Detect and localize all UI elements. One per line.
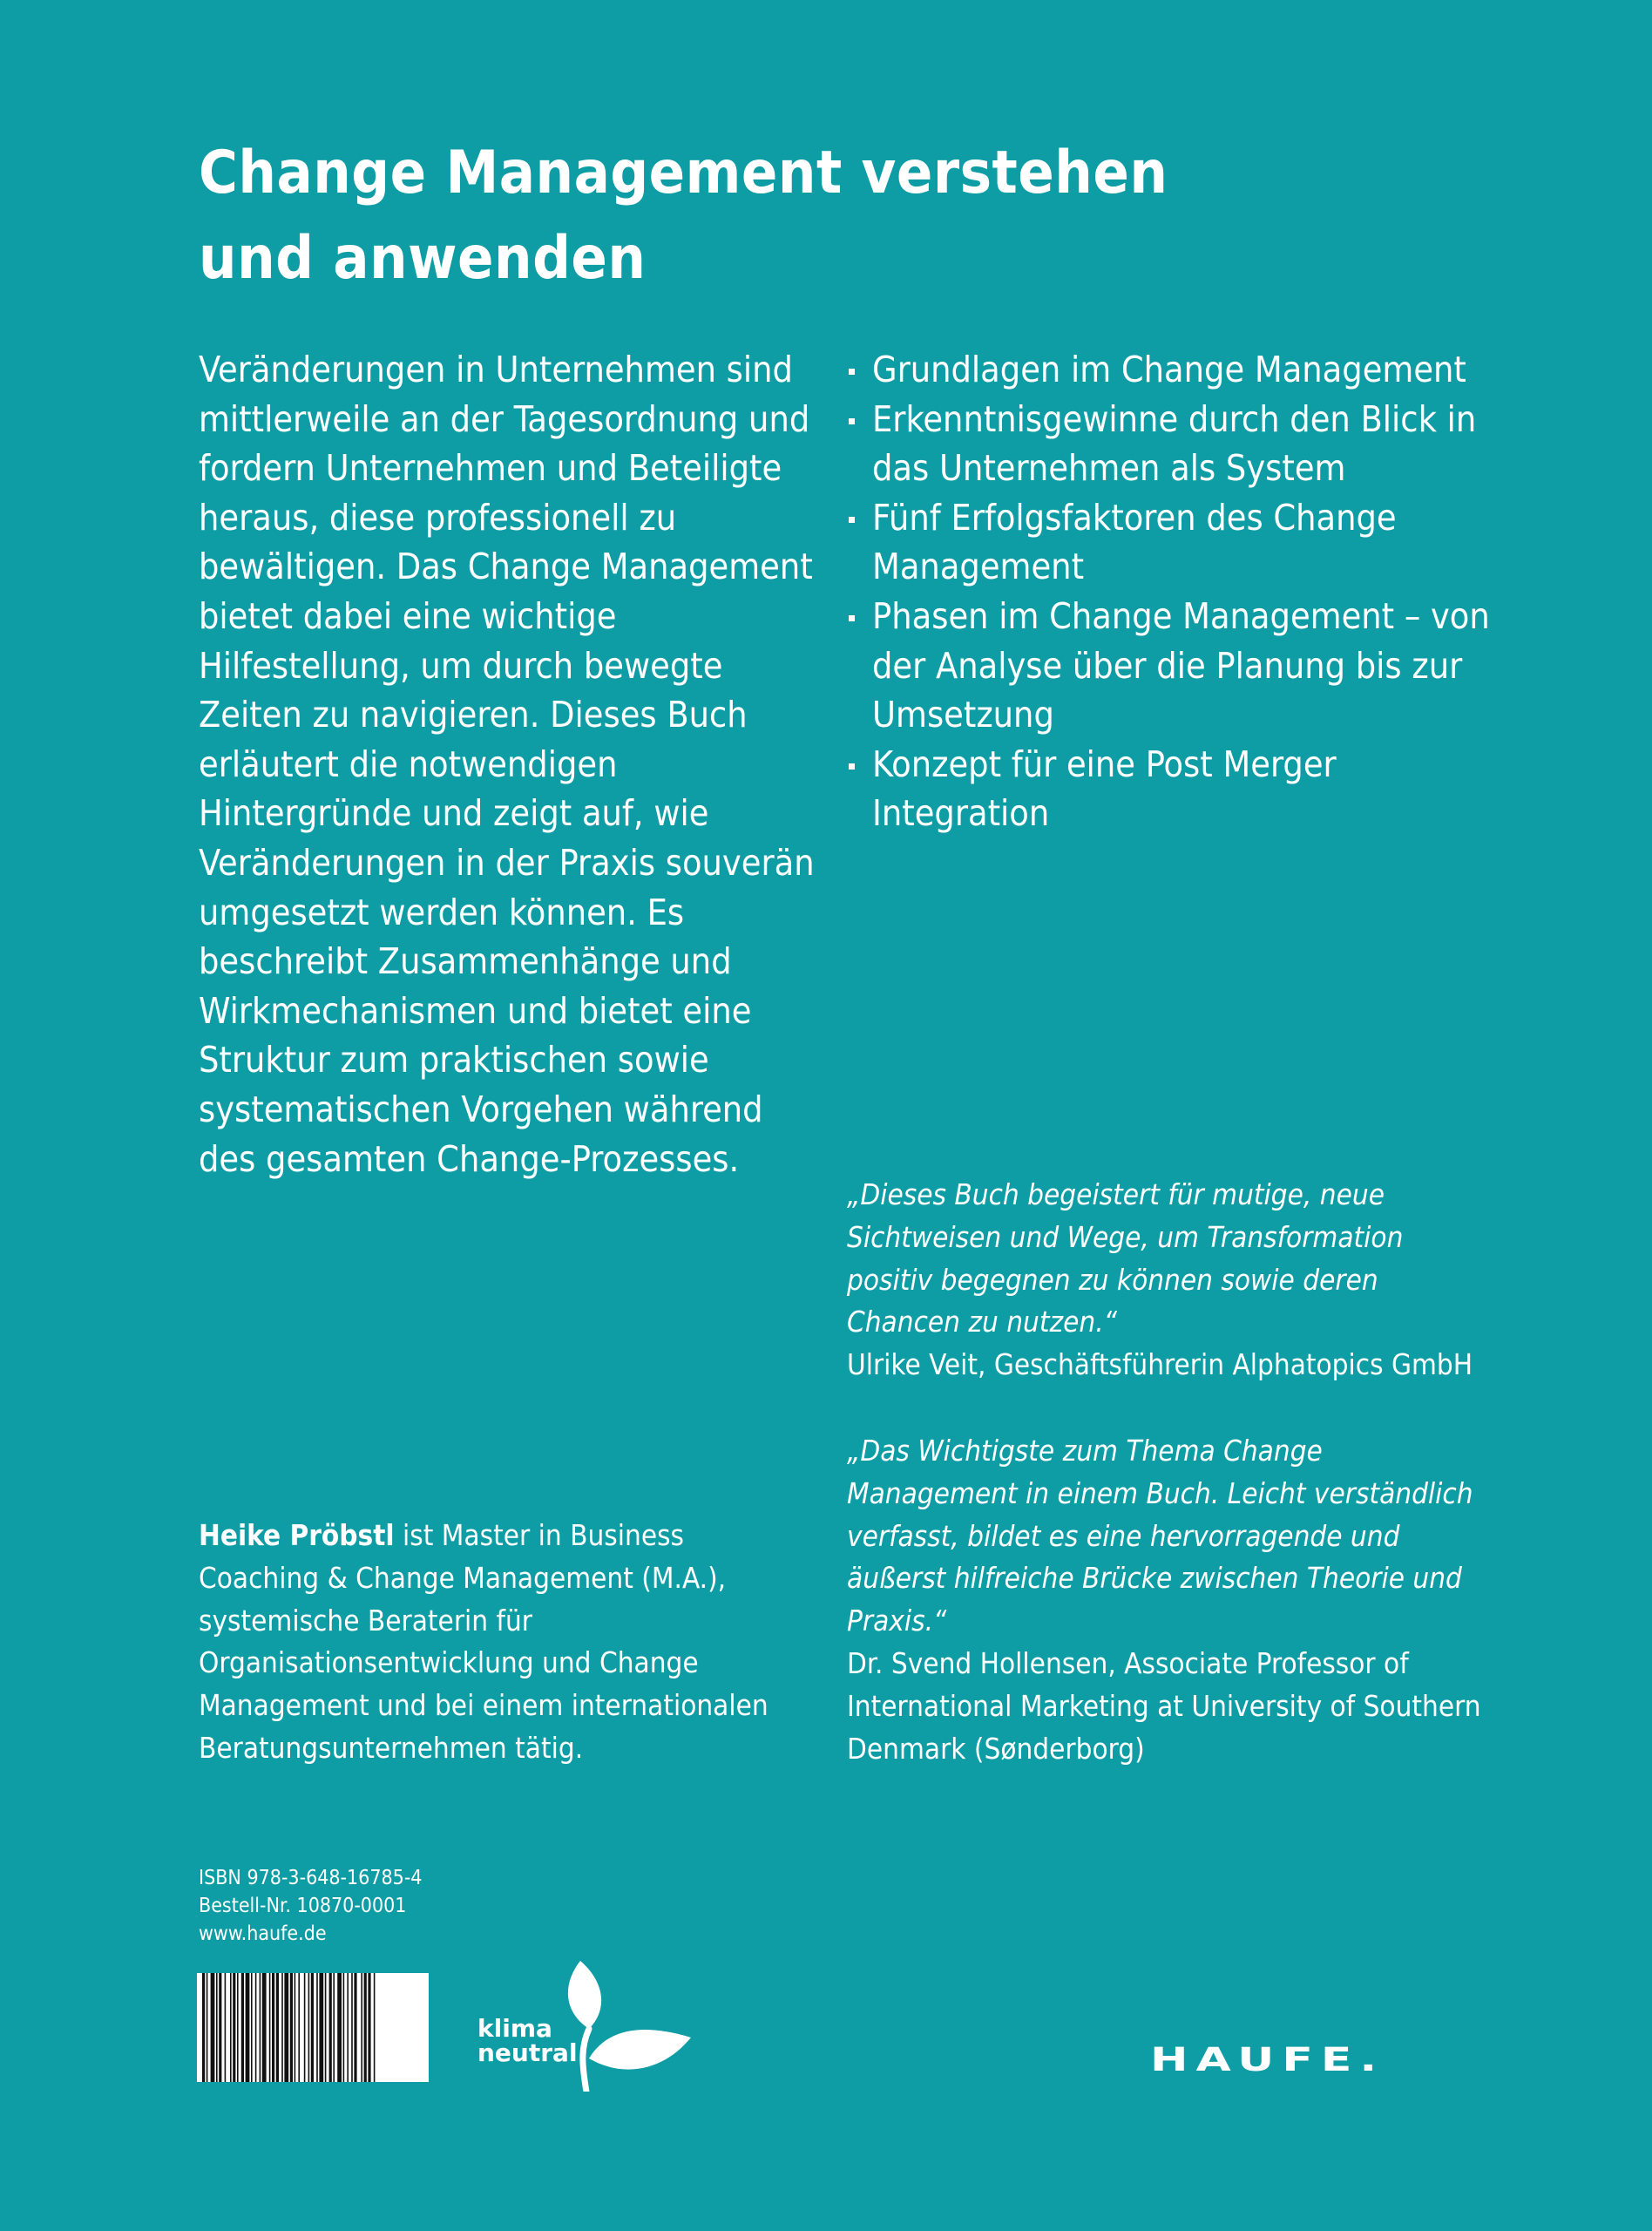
barcode-bar: [262, 1973, 267, 2082]
topic-item: Konzept für eine Post Merger Integration: [847, 740, 1509, 838]
barcode-bar: [368, 1973, 370, 2082]
barcode-bar: [281, 1973, 283, 2082]
topic-item: Erkenntnisgewinne durch den Blick in das Unternehmen als System: [847, 395, 1509, 493]
author-bio-text: ist Master in Business Coaching & Change Management (M.A.), systemische Beraterin für Organisationsentwicklung und Change Management und bei einem internationalen Beratungsunternehmen tätig.: [199, 1518, 768, 1765]
barcode-bar: [202, 1973, 205, 2082]
barcode-bar: [347, 1973, 349, 2082]
klima-label: klima: [477, 2014, 552, 2043]
title-line-1: Change Management verstehen: [199, 139, 1168, 207]
title-line-2: und anwenden: [199, 224, 647, 293]
barcode-bar: [337, 1973, 342, 2082]
barcode-graphic: [197, 1973, 429, 2082]
barcode-bar: [272, 1973, 274, 2082]
barcode-bar: [329, 1973, 332, 2082]
barcode-bar: [241, 1973, 244, 2082]
barcode-bar: [251, 1973, 253, 2082]
author-bio: [199, 1515, 809, 1770]
barcode-bar: [276, 1973, 279, 2082]
author-name: Heike Pröbstl: [199, 1518, 395, 1552]
barcode-bar: [284, 1973, 288, 2082]
barcode-bar: [230, 1973, 232, 2082]
testimonial-source: Dr. Svend Hollensen, Associate Professor of International Marketing at University of Southern Denmark (Sønderborg): [847, 1645, 1481, 1766]
neutral-label: neutral: [477, 2038, 578, 2067]
barcode: [197, 1973, 429, 2082]
barcode-bar: [316, 1973, 318, 2082]
barcode-bar: [325, 1973, 327, 2082]
publication-info: [199, 1864, 422, 1948]
barcode-bar: [255, 1973, 257, 2082]
book-title: [199, 131, 1506, 302]
barcode-bar: [311, 1973, 314, 2082]
barcode-bar: [225, 1973, 227, 2082]
website: www.haufe.de: [199, 1922, 327, 1945]
barcode-bar: [237, 1973, 239, 2082]
testimonial-1: [847, 1174, 1492, 1387]
barcode-bar: [319, 1973, 323, 2082]
book-description: Veränderungen in Unternehmen sind mittlerweile an der Tagesordnung und fordern Unternehmen und Beteiligte heraus, diese professionell zu bewältigen. Das Change Management bietet dabei eine wichtige Hilfestellung, um durch bewegte Zeiten zu navigieren. Dieses Buch erläutert die notwendigen Hintergründe und zeigt auf, wie Veränderungen in der Praxis souverän umgesetzt werden können. Es beschreibt Zusammenhänge und Wirkmechanismen und bietet eine Struktur zum praktischen sowie systematischen Vorgehen während des gesamten Change-Prozesses.: [199, 349, 815, 1180]
barcode-bar: [233, 1973, 235, 2082]
isbn: ISBN 978-3-648-16785-4: [199, 1867, 423, 1889]
barcode-bar: [260, 1973, 261, 2082]
barcode-bar: [304, 1973, 306, 2082]
testimonial-text: „Das Wichtigste zum Thema Change Management in einem Buch. Leicht verständlich verfasst, bildet es eine hervorragende und äußerst hilfreiche Brücke zwischen Theorie und Praxis.“: [847, 1434, 1473, 1638]
barcode-bar: [211, 1973, 215, 2082]
barcode-bar: [216, 1973, 218, 2082]
barcode-bar: [290, 1973, 293, 2082]
testimonial-2: [847, 1430, 1492, 1770]
order-number: Bestell-Nr. 10870-0001: [199, 1895, 407, 1917]
publisher-logo: HAUFE.: [1150, 2041, 1385, 2079]
barcode-bar: [351, 1973, 353, 2082]
barcode-bar: [374, 1973, 376, 2082]
testimonial-source: Ulrike Veit, Geschäftsführerin Alphatopics GmbH: [847, 1347, 1473, 1382]
barcode-bar: [298, 1973, 300, 2082]
barcode-bar: [295, 1973, 296, 2082]
topic-item: Phasen im Change Management – von der Analyse über die Planung bis zur Umsetzung: [847, 592, 1509, 740]
topic-item: Grundlagen im Change Management: [847, 345, 1509, 395]
barcode-bar: [206, 1973, 208, 2082]
barcode-bar: [361, 1973, 362, 2082]
barcode-bar: [219, 1973, 221, 2082]
barcode-bar: [269, 1973, 271, 2082]
topic-list: [847, 345, 1509, 838]
topic-item: Fünf Erfolgsfaktoren des Change Management: [847, 493, 1509, 592]
klima-neutral-logo: [477, 1961, 695, 2092]
testimonial-text: „Dieses Buch begeistert für mutige, neue Sichtweisen und Wege, um Transformation positiv begegnen zu können sowie deren Chancen zu nutzen.“: [847, 1177, 1404, 1339]
barcode-bar: [246, 1973, 250, 2082]
barcode-bar: [308, 1973, 310, 2082]
barcode-bar: [364, 1973, 367, 2082]
barcode-bar: [343, 1973, 345, 2082]
barcode-bar: [354, 1973, 356, 2082]
barcode-bar: [333, 1973, 335, 2082]
